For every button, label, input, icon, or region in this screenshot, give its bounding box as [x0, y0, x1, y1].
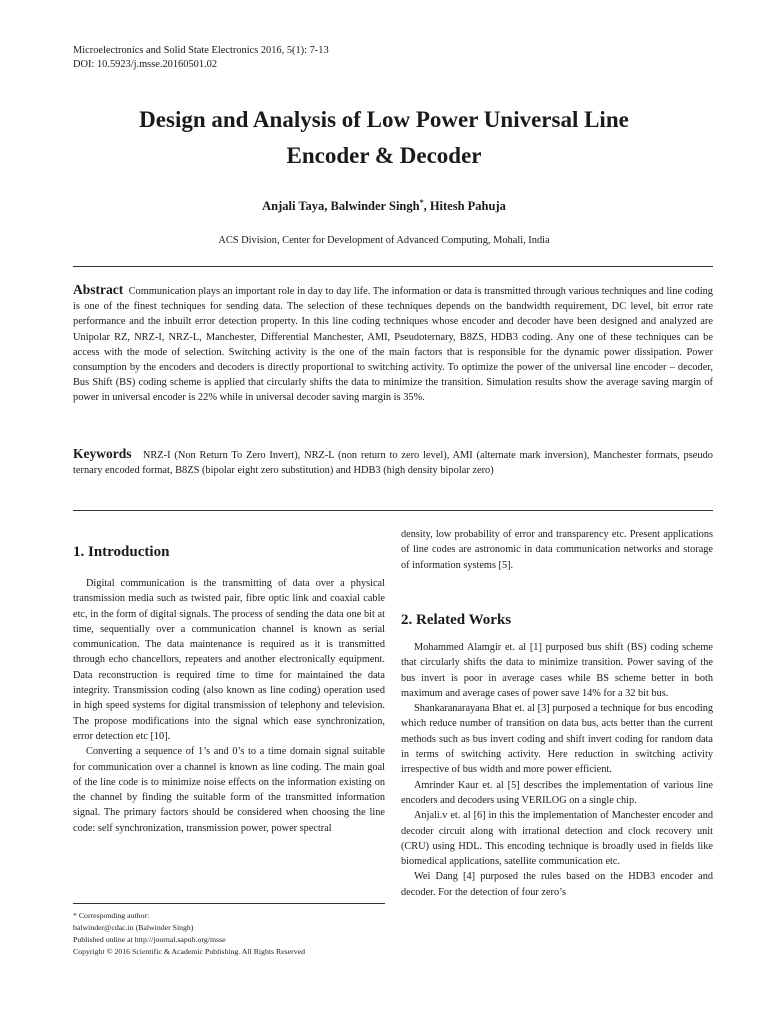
- related-works-paragraph-5: Wei Dang [4] purposed the rules based on the HDB3 encoder and decoder. For the detection of four zero’s: [401, 871, 713, 898]
- section-heading-related-works: 2. Related Works: [401, 612, 512, 628]
- footnotes: [73, 910, 393, 958]
- paper-title: [60, 102, 708, 174]
- abstract-label: Abstract: [73, 282, 124, 297]
- intro-paragraph-1: Digital communication is the transmitting of data over a physical transmission media such as twisted pair, fibre optic link and coaxial cable etc, in the form of digital signals. The process of sending the data one bit at time, sequentially over a communication channel is known as serial communication. The data maintenance is required as it is transmitted through echo chancellors, repeaters and another electronically equipment. Data reconstruction is required time to time for maintained the data integrity. Transmission coding (also known as line coding) operation used in high speed systems for digital transmission of telephony and television. The propose modifications into the signal which ease synchronization, error detection etc [10].: [73, 578, 385, 742]
- author-list: [60, 198, 708, 214]
- title-line-2: Encoder & Decoder: [286, 143, 482, 168]
- left-column: [73, 576, 385, 836]
- published-online-note: Published online at http://journal.sapub.org/msse: [73, 935, 226, 944]
- related-works-paragraph-1: Mohammed Alamgir et. al [1] purposed bus shift (BS) coding scheme that circularly shifts the data to minimize transition. Power saving of the bus invert is poor in average cases while BS scheme better in both maximum and average cases of power save 14% for a 32 bit bus.: [401, 642, 713, 699]
- related-works-body: [401, 640, 713, 900]
- intro-continuation: density, low probability of error and transparency etc. Present applications of line codes are astronomic in data communication networks and storage of information systems [5].: [401, 529, 713, 571]
- title-line-1: Design and Analysis of Low Power Universal Line: [139, 107, 629, 132]
- journal-header: [73, 44, 329, 72]
- intro-paragraph-2: Converting a sequence of 1’s and 0’s to a time domain signal suitable for communication over a channel is known as line coding. The main goal of the line code is to minimize noise effects on the information existing on the channel by finding the suitable form of the transmitted information signal. The primary factors should be considered when choosing the line code: self synchronization, transmission power, power spectral: [73, 746, 385, 834]
- abstract-text: Communication plays an important role in day to day life. The information or data is transmitted through various techniques and line coding is one of the finest techniques for sending data. The selection of these techniques depends on the bandwidth requirement, DC level, bit error rate performance and the inbuilt error detection property. In this line coding techniques whose encoder and decoder have been designed and analyzed are Unipolar RZ, NRZ-I, NRZ-L, Manchester, Differential Manchester, AMI, Pseudoternary, B8ZS, HDB3 coding. Any one of these techniques can be access with the mode of selection. Switching activity is the one of the main factors that is responsible for the dynamic power dissipation. Power consumption by the encoders and decoders is directly proportional to switching activity. To optimize the power of the universal line encoder – decoder, Bus Shift (BS) coding scheme is applied that circularly shifts the data to minimize the transition. Simulation results show the average saving margin of power in universal encoder is 22% while in universal decoder saving margin is 35%.: [73, 286, 713, 404]
- author-names-rest: , Hitesh Pahuja: [423, 199, 506, 214]
- related-works-paragraph-3: Amrinder Kaur et. al [5] describes the implementation of various line encoders and decoders using VERILOG on a single chip.: [401, 779, 713, 806]
- affiliation: ACS Division, Center for Development of Advanced Computing, Mohali, India: [218, 235, 550, 246]
- keywords-text: NRZ-I (Non Return To Zero Invert), NRZ-L (non return to zero level), AMI (alternate mark inversion), Manchester formats, pseudo ternary encoded format, B8ZS (bipolar eight zero substitution) and HDB3 (high density bipolar zero): [73, 450, 713, 477]
- author-email: balwinder@cdac.in (Balwinder Singh): [73, 923, 194, 932]
- corresponding-mark: *: [419, 198, 424, 207]
- related-works-paragraph-2: Shankaranarayana Bhat et. al [3] purposed a technique for bus encoding which reduce number of transition on data bus, acts better than the current methods such as bus invert coding and shift invert coding for random data in terms of switching activity. Here reduction in switching activity irrespective of bus width and more power efficient.: [401, 703, 713, 776]
- related-works-paragraph-4: Anjali.v et. al [6] in this the implementation of Manchester encoder and decoder circuit along with irrational detection and clock recovery unit (CRU) using HDL. This encoding technique is broadly used in fields like biomedical applications, satellite communication etc.: [401, 810, 713, 868]
- keywords-bottom-rule: [73, 510, 713, 511]
- abstract-top-rule: [73, 266, 713, 267]
- section-heading-introduction: 1. Introduction: [73, 544, 170, 560]
- copyright-note: Copyright © 2016 Scientific & Academic Publishing. All Rights Reserved: [73, 947, 306, 956]
- abstract-block: [73, 282, 713, 406]
- author-names: Anjali Taya, Balwinder Singh: [262, 199, 420, 214]
- keywords-block: [73, 446, 713, 478]
- footnote-rule: [73, 903, 385, 904]
- corresponding-author-note: * Corresponding author:: [73, 911, 150, 920]
- keywords-label: Keywords: [73, 446, 132, 461]
- journal-citation: Microelectronics and Solid State Electronics 2016, 5(1): 7-13: [73, 45, 329, 56]
- right-column-continuation: [401, 527, 713, 573]
- doi-line: DOI: 10.5923/j.msse.20160501.02: [73, 59, 218, 70]
